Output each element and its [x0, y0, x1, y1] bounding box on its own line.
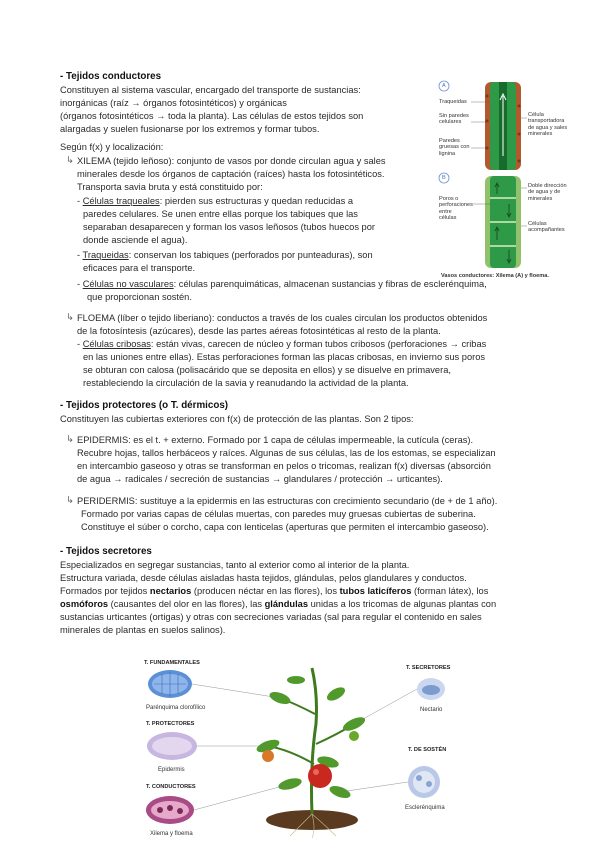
traqueales-line-4: donde asciende el agua). — [83, 235, 188, 245]
cribosas-line-1: - Células cribosas: están vivas, carecen de núcleo y forman tubos cribosos (perforaciones → cribas — [77, 339, 487, 349]
epidermis-line-1: EPIDERMIS: es el t. + externo. Formado por 1 capa de células impermeable, la cutícula (ceras). — [77, 435, 474, 445]
xilema-line-1: XILEMA (tejido leñoso): conjunto de vasos por donde circulan agua y sales — [77, 156, 386, 166]
conductores-intro-3: (órganos fotosintéticos → toda la planta). Las células de estos tejidos son — [60, 111, 364, 121]
label-esclerenquima: Esclerénquima — [405, 805, 445, 811]
label-protectores: T. PROTECTORES — [146, 721, 195, 727]
label-paredes: Paredes gruesas con lignina — [439, 138, 470, 157]
conductores-intro-1: Constituyen al sistema vascular, encargado del transporte de sustancias: — [60, 85, 361, 95]
label-xilema-floema: Xilema y floema — [150, 831, 193, 837]
label-celula-transporte: Célula transportadora de agua y sales minerales — [528, 112, 568, 138]
floema-line-2: de la fotosíntesis (azúcares), desde las partes aéreas fotosintéticas al resto de la planta. — [77, 326, 441, 336]
floema-line-1: FLOEMA (líber o tejido liberiano): conductos a través de los cuales circulan los productos obtenidos — [77, 313, 488, 323]
label-doble: Doble dirección de agua y de minerales — [528, 183, 567, 202]
vessel-illustration — [437, 76, 567, 286]
label-fundamentales: T. FUNDAMENTALES — [144, 660, 200, 666]
label-epidermis: Epidermis — [158, 767, 185, 773]
conductores-intro-5: Según f(x) y localización: — [60, 142, 164, 152]
label-acompanantes: Células acompañantes — [528, 221, 565, 234]
conductores-intro-4: alargadas y suelen fusionarse por los extremos y formar tubos. — [60, 124, 320, 134]
label-traqueidas: Traqueidas — [439, 99, 467, 105]
secretores-line-4: osmóforos (causantes del olor en las flores), las glándulas unidas a los tricomas de algunas plantas con — [60, 599, 497, 609]
peridermis-line-1: PERIDERMIS: sustituye a la epidermis en las estructuras con crecimiento secundario (de + de 1 año). — [77, 496, 498, 506]
traqueales-line-2: paredes celulares. Se unen entre ellas porque los tabiques que las — [83, 209, 358, 219]
label-poros: Poros o perforaciones entre células — [439, 196, 473, 222]
label-parenquima: Parénquima clorofílico — [146, 705, 206, 711]
secretores-line-2: Estructura variada, desde células aisladas hasta tejidos, glándulas, pelos glandulares y conductos. — [60, 573, 467, 583]
traqueidas-line-1: - Traqueidas: conservan los tabiques (perforados por punteaduras), son — [77, 250, 373, 260]
peridermis-line-2: Formado por varias capas de células muertas, con paredes muy gruesas cubiertas de suberina. — [81, 509, 476, 519]
cribosas-line-2: en las uniones entre ellas). Estas perforaciones forman las placas cribosas, en invierno sus poros — [83, 352, 486, 362]
label-secretores: T. SECRETORES — [406, 665, 451, 671]
arrow-icon: ↳ — [66, 155, 74, 165]
no-vasc-line-1: - Células no vasculares: células parenquimáticas, almacenan sustancias y fibras de esclerénquima, — [77, 279, 487, 289]
label-sin-paredes: Sin paredes celulares — [439, 113, 469, 126]
arrow-icon: ↳ — [66, 495, 74, 505]
secretores-line-1: Especializados en segregar sustancias, tanto al exterior como al interior de la planta. — [60, 560, 410, 570]
peridermis-line-3: Constituye el súber o corcho, capa con lenticelas (aperturas que permiten el intercambio gaseoso). — [81, 522, 489, 532]
figure-caption: Vasos conductores: Xilema (A) y floema. — [441, 273, 549, 279]
epidermis-line-4: de agua → radicales / secreción de sustancias → glandulares / protección → urticantes). — [77, 474, 443, 484]
plant-figure — [140, 654, 460, 840]
arrow-icon: ↳ — [66, 434, 74, 444]
label-a: A — [442, 83, 446, 89]
heading-secretores: - Tejidos secretores — [60, 546, 152, 557]
label-conductores: T. CONDUCTORES — [146, 784, 196, 790]
traqueales-line-3: separaban desaparecen y forman los vasos leñosos (tubos huecos por — [83, 222, 375, 232]
conductores-intro-2: inorgánicas (raíz → órganos fotosintéticos) y orgánicas — [60, 98, 287, 108]
epidermis-line-3: en intercambio gaseoso y otras se transforman en pelos o tricomas, realizan f(x) diversas (absorción — [77, 461, 491, 471]
vessel-figure — [437, 76, 567, 286]
epidermis-line-2: Recubre hojas, tallos herbáceos y raíces. Algunas de sus células, las de los estomas, se especializan — [77, 448, 496, 458]
cribosas-line-4: restableciendo la circulación de la savia y reanudando la actividad de la planta. — [83, 378, 409, 388]
secretores-line-6: minerales de plantas en suelos salinos). — [60, 625, 226, 635]
label-b: B — [442, 175, 446, 181]
traqueales-line-1: - Células traqueales: pierden sus estructuras y quedan reducidas a — [77, 196, 353, 206]
cribosas-line-3: se obturan con calosa (polisacárido que se deposita en ellos) y se disuelve en primavera, — [83, 365, 451, 375]
traqueidas-line-2: eficaces para el transporte. — [83, 263, 196, 273]
arrow-icon: ↳ — [66, 312, 74, 322]
label-nectario: Nectario — [420, 707, 443, 713]
xilema-line-2: minerales desde los órganos de captación (raíces) hasta los fotosintéticos. — [77, 169, 385, 179]
xilema-line-3: Transporta savia bruta y está constituido por: — [77, 182, 263, 192]
label-sosten: T. DE SOSTÉN — [408, 747, 447, 753]
secretores-line-3: Formados por tejidos nectarios (producen néctar en las flores), los tubos laticíferos (forman látex), los — [60, 586, 489, 596]
secretores-line-5: sustancias urticantes (ortigas) y otras con secreciones variadas (sal para regular el contenido en sales — [60, 612, 482, 622]
no-vasc-line-2: que proporcionan sostén. — [87, 292, 192, 302]
protectores-intro: Constituyen las cubiertas exteriores con f(x) de protección de las plantas. Son 2 tipos: — [60, 414, 414, 424]
heading-protectores: - Tejidos protectores (o T. dérmicos) — [60, 400, 229, 411]
heading-conductores: - Tejidos conductores — [60, 71, 162, 82]
